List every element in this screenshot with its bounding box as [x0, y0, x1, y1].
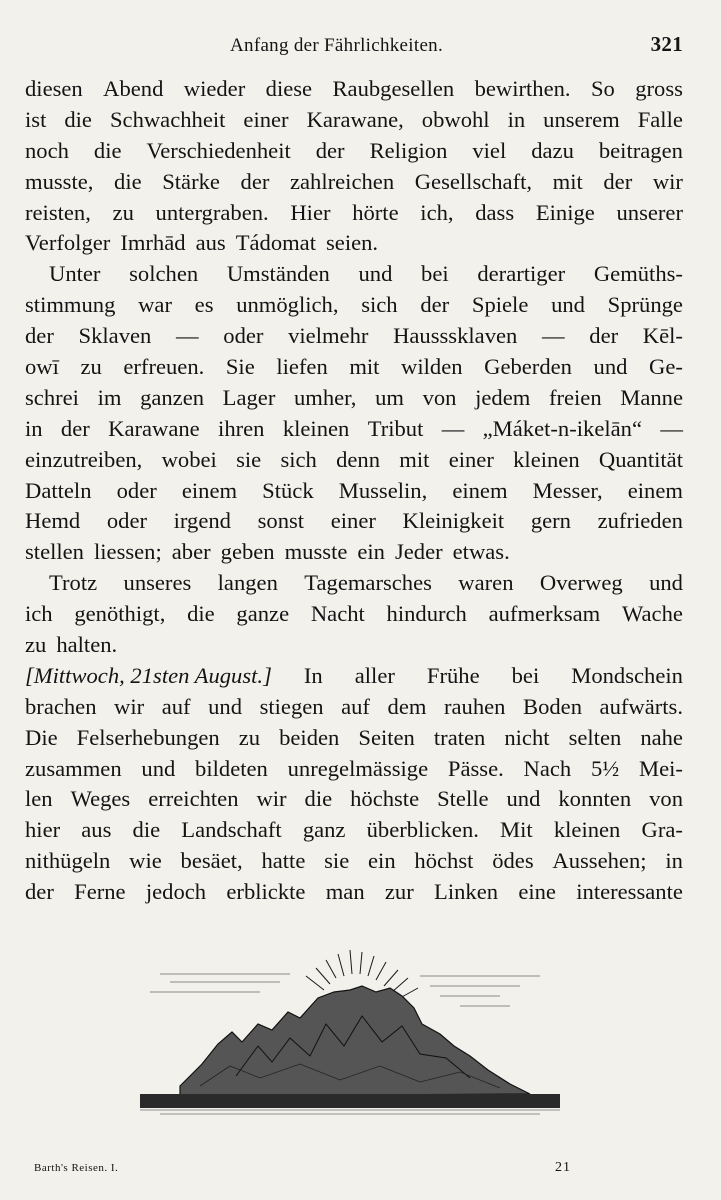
word: denn	[336, 446, 381, 472]
word: Unter	[49, 261, 101, 287]
text-line	[25, 692, 683, 723]
word: zur	[384, 879, 414, 905]
word: und	[649, 570, 683, 596]
word: obwohl	[421, 106, 490, 132]
word: selten	[568, 724, 622, 750]
word: Gesellschaft,	[414, 168, 533, 194]
word: Stück	[262, 477, 314, 503]
word: sich	[361, 292, 398, 318]
word: stellen	[25, 539, 84, 565]
word: der	[315, 137, 345, 163]
word: höchste	[350, 786, 420, 812]
text-line	[25, 445, 683, 476]
word: genöthigt,	[74, 601, 166, 627]
word: derartiger	[477, 261, 566, 287]
word: Abend	[103, 76, 164, 101]
page-number: 321	[650, 32, 683, 56]
word: Weges	[70, 786, 131, 812]
word: Raubgesellen	[332, 76, 455, 101]
word: Tádomat	[235, 230, 316, 256]
word: unserem	[543, 106, 620, 132]
running-title: Anfang der Fährlichkeiten.	[230, 35, 444, 56]
word: unmöglich,	[236, 292, 339, 318]
word: einem	[627, 477, 683, 503]
word: einem	[181, 477, 238, 503]
word: Verfolger	[25, 230, 111, 256]
word: So	[590, 76, 615, 101]
word: aufmerksam	[488, 601, 601, 627]
word: auf	[341, 693, 370, 719]
word: mit	[399, 446, 430, 472]
foreground-hatching	[140, 1110, 560, 1114]
word: die	[93, 137, 122, 163]
word: oder	[106, 508, 148, 534]
word: —	[542, 323, 565, 349]
word: Stelle	[437, 786, 489, 812]
word: Sprünge	[607, 292, 683, 318]
word: Imrhād	[120, 230, 186, 256]
word: —	[176, 323, 199, 349]
body-text	[25, 74, 683, 908]
word: zusammen	[25, 755, 122, 781]
running-head	[230, 32, 683, 60]
word: Stärke	[162, 168, 220, 194]
word: ganz	[302, 817, 346, 843]
word: bei	[511, 662, 540, 688]
word: erfreuen.	[123, 354, 205, 380]
text-line	[25, 198, 683, 229]
word: überblicken.	[366, 817, 479, 843]
word: vielmehr	[288, 323, 369, 349]
text-line	[25, 723, 683, 754]
word: die	[132, 817, 161, 843]
word: hatte	[261, 848, 306, 874]
word: zu	[25, 632, 47, 658]
word: in	[507, 106, 526, 132]
word: Ge-	[649, 354, 683, 380]
word: jedoch	[145, 879, 207, 905]
text-line	[25, 784, 683, 815]
word: unseres	[123, 570, 192, 596]
word: wieder	[183, 76, 246, 101]
word: der	[25, 879, 54, 905]
word: diesen	[25, 76, 83, 101]
word: Quantität	[598, 446, 683, 472]
word: sie	[324, 848, 350, 874]
word: ist	[25, 106, 47, 132]
word: sonst	[257, 508, 305, 534]
word: eine	[518, 879, 556, 905]
word: zu	[112, 199, 134, 225]
word: der	[240, 168, 270, 194]
word: geben	[220, 539, 275, 565]
word: rauhen	[443, 693, 506, 719]
word: Jeder	[394, 539, 443, 565]
word: von	[649, 786, 683, 812]
word: diese	[265, 76, 313, 101]
word: und	[208, 693, 243, 719]
text-line	[25, 167, 683, 198]
word: einem	[452, 477, 508, 503]
word: Mondschein	[571, 662, 683, 688]
word: freien	[548, 384, 602, 410]
ground-strip	[140, 1094, 560, 1108]
word: Schwachheit	[109, 106, 226, 132]
word: einer	[448, 446, 494, 472]
word: irgend	[173, 508, 231, 534]
word: Nach	[523, 755, 572, 781]
word: kleinen	[513, 446, 580, 472]
text-line	[25, 506, 683, 537]
word: Karawane	[108, 415, 200, 441]
word: stimmung	[25, 292, 116, 318]
rock-massif	[180, 986, 530, 1096]
word: Spiele	[471, 292, 529, 318]
word: liessen;	[93, 539, 162, 565]
word: und	[506, 786, 541, 812]
word: von	[422, 384, 457, 410]
word: die	[64, 106, 92, 132]
word: oder	[116, 477, 157, 503]
word: Tagemarsches	[304, 570, 432, 596]
word: zu	[238, 724, 261, 750]
word: Religion	[369, 137, 448, 163]
word: ein	[357, 539, 385, 565]
word: einer	[243, 106, 289, 132]
word: und	[593, 354, 628, 380]
word: solchen	[129, 261, 199, 287]
text-line	[25, 599, 683, 630]
word: der	[60, 415, 90, 441]
word: waren	[458, 570, 514, 596]
text-line	[25, 846, 683, 877]
word: mit	[349, 354, 380, 380]
word: kleinen	[282, 415, 350, 441]
word: Hemd	[25, 508, 81, 534]
word: bildeten	[195, 755, 268, 781]
word: Pässe.	[447, 755, 504, 781]
word: aller	[354, 662, 395, 688]
word: man	[325, 879, 365, 905]
word: Musselin,	[338, 477, 428, 503]
text-line	[25, 537, 683, 568]
word: Hausssklaven	[393, 323, 518, 349]
word: Verschiedenheit	[146, 137, 291, 163]
word: ich	[25, 601, 53, 627]
word: konnten	[558, 786, 632, 812]
word: höchst	[414, 848, 474, 874]
text-line	[25, 568, 683, 599]
word: gross	[635, 76, 683, 101]
word: bewirthen.	[474, 76, 571, 101]
word: sich	[280, 446, 317, 472]
word: Gemüths-	[593, 261, 683, 287]
word: der	[25, 323, 54, 349]
word: schrei	[25, 384, 79, 410]
word: musste,	[25, 168, 94, 194]
word: wir	[256, 786, 287, 812]
word: zu	[80, 354, 102, 380]
word: hier	[25, 817, 61, 843]
word: Lager	[222, 384, 276, 410]
text-line	[25, 259, 683, 290]
word: Wache	[622, 601, 683, 627]
word: liefen	[276, 354, 328, 380]
word: interessante	[576, 879, 683, 905]
word: erblickte	[226, 879, 306, 905]
word: In	[303, 662, 323, 688]
word: nicht	[504, 724, 550, 750]
word: len	[25, 786, 53, 812]
word: Frühe	[426, 662, 480, 688]
word: Trotz	[49, 570, 98, 596]
word: und	[551, 292, 585, 318]
word: Sklaven	[78, 323, 152, 349]
word: unserer	[616, 199, 683, 225]
text-line	[25, 105, 683, 136]
word: die	[304, 786, 333, 812]
word: ganze	[236, 601, 290, 627]
word: war	[138, 292, 172, 318]
word: nithügeln	[25, 848, 111, 874]
word: Boden	[523, 693, 582, 719]
text-line	[25, 476, 683, 507]
word: Mei-	[638, 755, 683, 781]
imprint-line: Barth's Reisen. I.	[34, 1162, 119, 1174]
text-line	[25, 661, 683, 692]
word: bei	[421, 261, 449, 287]
word: etwas.	[452, 539, 510, 565]
word: in	[25, 415, 43, 441]
word: Karawane,	[306, 106, 404, 132]
word: noch	[25, 137, 69, 163]
word: gern	[530, 508, 571, 534]
word: Datteln	[25, 477, 92, 503]
word: traten	[433, 724, 486, 750]
word: Kēl-	[642, 323, 683, 349]
word: Geberden	[484, 354, 572, 380]
word: Sie	[225, 354, 255, 380]
word: ganzen	[140, 384, 205, 410]
text-line	[25, 754, 683, 785]
word: mit	[552, 168, 583, 194]
word: Die	[25, 724, 58, 750]
word: Landschaft	[181, 817, 282, 843]
word: ödes	[492, 848, 534, 874]
word: der	[420, 292, 450, 318]
word: untergraben.	[155, 199, 269, 225]
word: die	[187, 601, 215, 627]
text-line	[25, 383, 683, 414]
word: wobei	[161, 446, 217, 472]
word: ein	[368, 848, 396, 874]
word: owī	[25, 354, 59, 380]
word: nahe	[640, 724, 683, 750]
word: wir	[652, 168, 683, 194]
page-footer	[34, 1160, 571, 1180]
word: Gra-	[641, 817, 683, 843]
word: Umständen	[226, 261, 330, 287]
word: wie	[129, 848, 162, 874]
word: der	[603, 168, 633, 194]
word: und	[358, 261, 393, 287]
word: halten.	[56, 632, 118, 658]
word: Falle	[637, 106, 683, 132]
word: wir	[114, 693, 145, 719]
word: viel	[472, 137, 507, 163]
word: Felserhebungen	[76, 724, 220, 750]
word: kleinen	[553, 817, 621, 843]
word: stiegen	[259, 693, 324, 719]
text-line	[25, 290, 683, 321]
word: dem	[387, 693, 427, 719]
word: besäet,	[180, 848, 243, 874]
word: der	[589, 323, 619, 349]
text-line	[25, 877, 683, 908]
mountain-illustration	[140, 946, 560, 1116]
text-line	[25, 321, 683, 352]
word: Hier	[290, 199, 331, 225]
word: hörte	[352, 199, 399, 225]
text-line	[25, 352, 683, 383]
word: beitragen	[598, 137, 683, 163]
word: Mit	[500, 817, 533, 843]
word: auf	[161, 693, 191, 719]
word: aber	[171, 539, 211, 565]
word: brachen	[25, 693, 97, 719]
word: es	[194, 292, 214, 318]
text-line	[25, 228, 683, 259]
word: einer	[330, 508, 376, 534]
word: um	[375, 384, 404, 410]
word: Kleinigkeit	[402, 508, 505, 534]
text-line	[25, 630, 683, 661]
word: unregelmässige	[287, 755, 429, 781]
word: im	[97, 384, 122, 410]
word: Overweg	[539, 570, 623, 596]
word: sie	[236, 446, 262, 472]
word: Nacht	[310, 601, 365, 627]
word: —	[441, 415, 465, 441]
word: jedem	[475, 384, 531, 410]
word: oder	[223, 323, 264, 349]
signature-mark: 21	[555, 1160, 571, 1175]
text-line	[25, 815, 683, 846]
word: wilden	[401, 354, 463, 380]
word: aus	[81, 817, 112, 843]
text-line	[25, 136, 683, 167]
word: einzutreiben,	[25, 446, 143, 472]
word: zahlreichen	[290, 168, 395, 194]
word: die	[114, 168, 142, 194]
word: aufwärts.	[599, 693, 683, 719]
word: ich,	[420, 199, 454, 225]
word: aus	[195, 230, 226, 256]
word: musste	[284, 539, 348, 565]
word: in	[665, 848, 683, 874]
word: Linken	[434, 879, 499, 905]
word: zufrieden	[597, 508, 683, 534]
word: beiden	[279, 724, 340, 750]
word: umher,	[293, 384, 357, 410]
word: „Máket-n-ikelān“	[482, 415, 642, 441]
word: Ferne	[74, 879, 126, 905]
word: seien.	[326, 230, 379, 256]
word: Messer,	[532, 477, 603, 503]
word: [Mittwoch, 21sten August.]	[25, 662, 272, 688]
text-line	[25, 414, 683, 445]
word: Einige	[535, 199, 595, 225]
word: 5½	[590, 755, 620, 781]
word: Aussehen;	[552, 848, 647, 874]
word: reisten,	[25, 199, 91, 225]
word: hindurch	[386, 601, 467, 627]
word: erreichten	[148, 786, 239, 812]
word: Manne	[620, 384, 683, 410]
word: Seiten	[358, 724, 415, 750]
word: —	[660, 415, 683, 441]
word: dazu	[531, 137, 574, 163]
word: ihren	[218, 415, 265, 441]
text-line	[25, 74, 683, 105]
word: und	[141, 755, 176, 781]
word: Tribut	[367, 415, 424, 441]
word: dass	[475, 199, 515, 225]
word: langen	[217, 570, 278, 596]
